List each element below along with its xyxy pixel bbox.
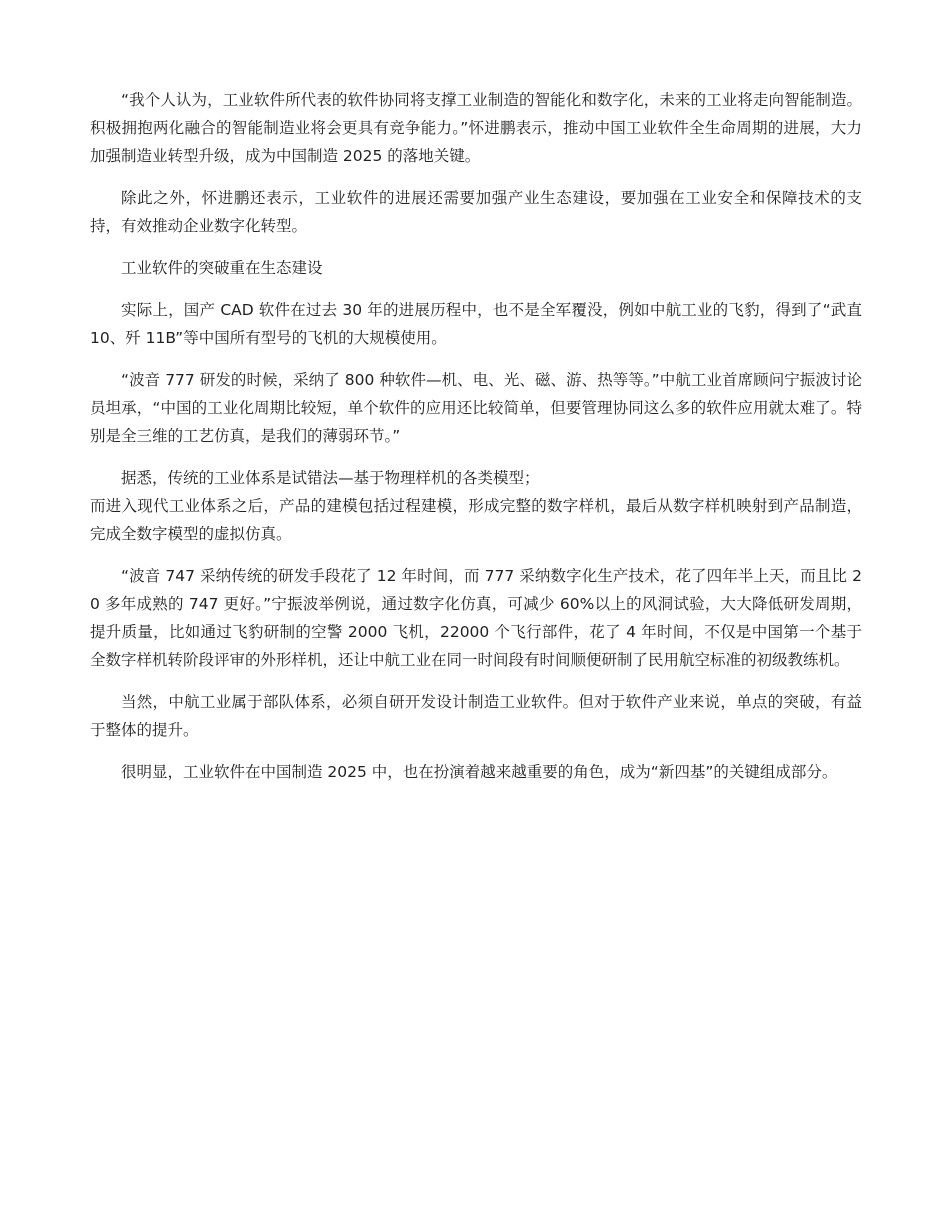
document-page (90, 86, 862, 800)
paragraph-traditional-rest: 而进入现代工业体系之后，产品的建模包括过程建模，形成完整的数字样机，最后从数字样机映射到产品制造，完成全数字模型的虚拟仿真。 (90, 497, 862, 543)
paragraph-ecosystem-building: 除此之外，怀进鹏还表示，工业软件的进展还需要加强产业生态建设，要加强在工业安全和保障技术的支持，有效推动企业数字化转型。 (90, 189, 862, 235)
paragraph-conclusion: 很明显，工业软件在中国制造 2025 中，也在扮演着越来越重要的角色，成为“新四基”的关键组成部分。 (121, 763, 838, 781)
paragraph-quote-intelligent-manufacturing: “我个人认为，工业软件所代表的软件协同将支撑工业制造的智能化和数字化，未来的工业将走向智能制造。积极拥抱两化融合的智能制造业将会更具有竞争能力。”怀进鹏表示，推动中国工业软件全生命周期的进展，大力加强制造业转型升级，成为中国制造 2025 的落地关键。 (90, 91, 862, 165)
paragraph-avic-military: 当然，中航工业属于部队体系，必须自研开发设计制造工业软件。但对于软件产业来说，单点的突破，有益于整体的提升。 (90, 693, 862, 739)
paragraph-boeing-747-comparison: “波音 747 采纳传统的研发手段花了 12 年时间，而 777 采纳数字化生产技术，花了四年半上天，而且比 20 多年成熟的 747 更好。”宁振波举例说，通过数字化仿真，可减少 60%以上的风洞试验，大大降低研发周期，提升质量，比如通过飞豹研制的空警 2000 飞机，22000 个飞行部件，花了 4 年时间，不仅是中国第一个基于全数字样机转阶段评审的外形样机，还让中航工业在同一时间段有时间顺便研制了民用航空标准的初级教练机。 (90, 567, 862, 669)
paragraph-traditional-vs-modern (90, 464, 862, 548)
paragraph-boeing-777-software: “波音 777 研发的时候，采纳了 800 种软件—机、电、光、磁、游、热等等。”中航工业首席顾问宁振波讨论员坦承，“中国的工业化周期比较短，单个软件的应用还比较简单，但要管理协同这么多的软件应用就太难了。特别是全三维的工艺仿真，是我们的薄弱环节。” (90, 371, 862, 445)
section-heading: 工业软件的突破重在生态建设 (121, 259, 323, 277)
paragraph-domestic-cad: 实际上，国产 CAD 软件在过去 30 年的进展历程中，也不是全军覆没，例如中航工业的飞豹，得到了“武直 10、歼 11B”等中国所有型号的飞机的大规模使用。 (90, 301, 862, 347)
paragraph-traditional-first-line: 据悉，传统的工业体系是试错法—基于物理样机的各类模型； (121, 469, 540, 487)
